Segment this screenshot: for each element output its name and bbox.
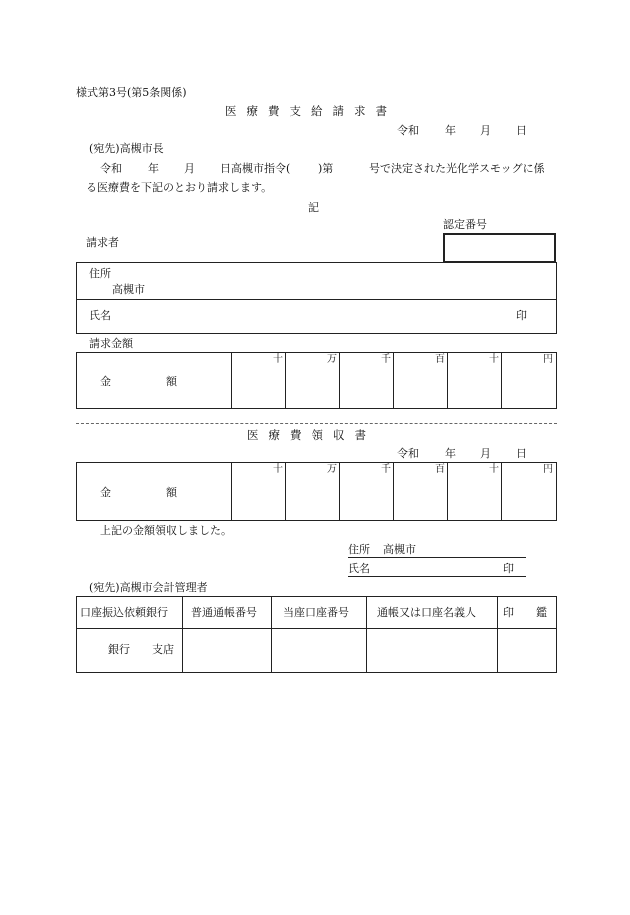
claimant-divider — [77, 299, 556, 300]
form-title: 医療費支給請求書 — [225, 104, 397, 118]
seal-mark: 印 — [516, 309, 527, 322]
claim-digit-unit: 千 — [381, 354, 391, 365]
date-year: 年 — [445, 124, 456, 137]
date-month: 月 — [480, 124, 491, 137]
receipt-date-day: 日 — [516, 447, 527, 460]
intro-era: 令和 — [100, 162, 122, 175]
cut-line — [76, 423, 557, 424]
receipt-name-underline — [348, 576, 526, 577]
receipt-date-era: 令和 — [397, 447, 419, 460]
bank-header-seal: 印 鑑 — [503, 606, 547, 619]
form-number: 様式第3号(第5条関係) — [76, 86, 187, 99]
receipt-address-label: 住所 — [348, 543, 370, 556]
claim-digit-unit: 万 — [327, 354, 337, 365]
bank-header-checking: 当座口座番号 — [283, 606, 349, 619]
intro-month: 月 — [184, 162, 195, 175]
intro-text-a: 日高槻市指令( — [220, 162, 291, 175]
treasurer-addressee: (宛先)高槻市会計管理者 — [89, 581, 208, 594]
intro-year: 年 — [148, 162, 159, 175]
claim-digit-unit: 百 — [435, 354, 445, 365]
receipt-title: 医療費領収書 — [247, 428, 376, 442]
address-value[interactable]: 高槻市 — [112, 283, 145, 296]
receipt-digit-unit: 十 — [489, 464, 499, 475]
intro-text-line2: る医療費を下記のとおり請求します。 — [86, 181, 273, 194]
claim-digit-unit: 十 — [273, 354, 283, 365]
receipt-digit-unit: 千 — [381, 464, 391, 475]
bank-header-ordinary: 普通通帳番号 — [191, 606, 257, 619]
receipt-address-value[interactable]: 高槻市 — [383, 543, 416, 556]
receipt-date-year: 年 — [445, 447, 456, 460]
claim-digit-unit: 十 — [489, 354, 499, 365]
receipt-name-label: 氏名 — [348, 562, 370, 575]
receipt-digit-unit: 万 — [327, 464, 337, 475]
intro-text-b: )第 — [318, 162, 334, 175]
bank-cell-branch[interactable]: 銀行 支店 — [108, 643, 174, 656]
claimant-info-box — [76, 262, 557, 334]
bank-header-holder: 通帳又は口座名義人 — [377, 606, 476, 619]
date-day: 日 — [516, 124, 527, 137]
bank-header-bank: 口座振込依頼銀行 — [80, 606, 168, 619]
received-text: 上記の金額領収しました。 — [100, 524, 232, 537]
receipt-amount-cell-label: 金 額 — [100, 486, 177, 499]
claimant-label: 請求者 — [86, 236, 119, 249]
receipt-seal: 印 — [503, 562, 514, 575]
name-label: 氏名 — [89, 309, 111, 322]
intro-text-c: 号で決定された光化学スモッグに係 — [369, 162, 545, 175]
cert-number-box[interactable] — [443, 233, 556, 263]
receipt-digit-unit: 十 — [273, 464, 283, 475]
claim-amount-label: 請求金額 — [89, 337, 133, 350]
receipt-date-month: 月 — [480, 447, 491, 460]
ki-marker: 記 — [308, 201, 319, 214]
claim-digit-unit: 円 — [543, 354, 553, 365]
receipt-digit-unit: 百 — [435, 464, 445, 475]
claim-amount-cell-label: 金 額 — [100, 375, 177, 388]
receipt-digit-unit: 円 — [543, 464, 553, 475]
cert-number-label: 認定番号 — [443, 218, 487, 231]
addressee: (宛先)高槻市長 — [89, 142, 164, 155]
date-era: 令和 — [397, 124, 419, 137]
receipt-address-underline — [348, 557, 526, 558]
address-label: 住所 — [89, 267, 111, 280]
